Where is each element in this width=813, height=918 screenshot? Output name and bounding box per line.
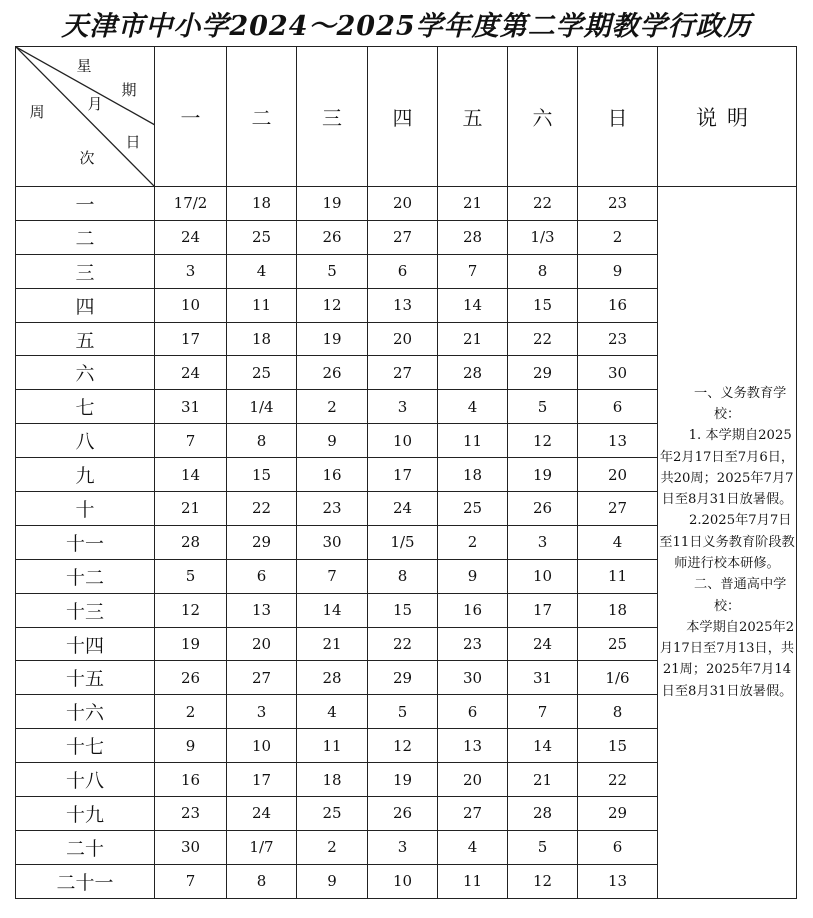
note-paragraph: 二、普通高中学校：: [694, 577, 787, 614]
date-cell: 2: [578, 220, 658, 254]
note-paragraph: 本学期自2025年2月17日至7月13日，共21周；2025年7月14日至8月31日放暑假。: [659, 619, 795, 699]
day-header-tue: 二: [227, 47, 297, 187]
notes-header: 说明: [658, 47, 797, 187]
date-cell: 12: [508, 424, 578, 458]
date-cell: 20: [578, 458, 658, 492]
date-cell: 30: [155, 830, 227, 864]
week-number-cell: 十六: [16, 695, 155, 729]
date-cell: 12: [155, 593, 227, 627]
date-cell: 9: [578, 254, 658, 288]
date-cell: 10: [155, 288, 227, 322]
date-cell: 8: [508, 254, 578, 288]
date-cell: 28: [508, 797, 578, 831]
date-cell: 9: [438, 559, 508, 593]
day-header-wed: 三: [297, 47, 368, 187]
week-number-cell: 十一: [16, 525, 155, 559]
date-cell: 25: [227, 220, 297, 254]
date-cell: 11: [297, 729, 368, 763]
date-cell: 19: [297, 322, 368, 356]
week-number-cell: 十二: [16, 559, 155, 593]
date-cell: 15: [508, 288, 578, 322]
corner-label-yue: 月: [87, 94, 103, 113]
date-cell: 6: [368, 254, 438, 288]
week-number-cell: 三: [16, 254, 155, 288]
date-cell: 12: [297, 288, 368, 322]
date-cell: 6: [578, 830, 658, 864]
date-cell: 5: [297, 254, 368, 288]
date-cell: 21: [297, 627, 368, 661]
date-cell: 1/5: [368, 525, 438, 559]
date-cell: 14: [155, 458, 227, 492]
date-cell: 9: [297, 864, 368, 898]
date-cell: 4: [438, 390, 508, 424]
week-number-cell: 二十一: [16, 864, 155, 898]
date-cell: 24: [227, 797, 297, 831]
date-cell: 4: [227, 254, 297, 288]
date-cell: 22: [508, 322, 578, 356]
week-number-cell: 八: [16, 424, 155, 458]
corner-label-xing: 星: [76, 56, 92, 75]
date-cell: 1/4: [227, 390, 297, 424]
date-cell: 2: [297, 390, 368, 424]
date-cell: 19: [368, 763, 438, 797]
date-cell: 4: [438, 830, 508, 864]
date-cell: 8: [227, 864, 297, 898]
date-cell: 21: [438, 322, 508, 356]
note-paragraph: 2.2025年7月7日至11日义务教育阶段教师进行校本研修。: [659, 513, 795, 571]
date-cell: 6: [578, 390, 658, 424]
date-cell: 18: [227, 187, 297, 221]
date-cell: 25: [227, 356, 297, 390]
date-cell: 21: [438, 187, 508, 221]
date-cell: 13: [578, 424, 658, 458]
week-number-cell: 十八: [16, 763, 155, 797]
date-cell: 27: [368, 220, 438, 254]
date-cell: 11: [578, 559, 658, 593]
date-cell: 6: [438, 695, 508, 729]
date-cell: 23: [438, 627, 508, 661]
date-cell: 3: [508, 525, 578, 559]
date-cell: 7: [155, 864, 227, 898]
date-cell: 3: [227, 695, 297, 729]
corner-label-zhou: 周: [29, 102, 45, 121]
date-cell: 9: [297, 424, 368, 458]
date-cell: 20: [438, 763, 508, 797]
date-cell: 26: [508, 492, 578, 526]
week-number-cell: 十四: [16, 627, 155, 661]
day-header-sat: 六: [508, 47, 578, 187]
day-header-thu: 四: [368, 47, 438, 187]
date-cell: 5: [508, 830, 578, 864]
week-number-cell: 九: [16, 458, 155, 492]
date-cell: 1/7: [227, 830, 297, 864]
date-cell: 23: [155, 797, 227, 831]
week-number-cell: 十五: [16, 661, 155, 695]
date-cell: 1/3: [508, 220, 578, 254]
date-cell: 18: [297, 763, 368, 797]
date-cell: 22: [227, 492, 297, 526]
date-cell: 12: [508, 864, 578, 898]
date-cell: 23: [578, 187, 658, 221]
date-cell: 30: [297, 525, 368, 559]
date-cell: 10: [368, 424, 438, 458]
date-cell: 22: [578, 763, 658, 797]
date-cell: 24: [155, 220, 227, 254]
date-cell: 16: [155, 763, 227, 797]
week-number-cell: 一: [16, 187, 155, 221]
date-cell: 17: [155, 322, 227, 356]
date-cell: 13: [227, 593, 297, 627]
week-number-cell: 四: [16, 288, 155, 322]
date-cell: 14: [508, 729, 578, 763]
date-cell: 17: [508, 593, 578, 627]
date-cell: 10: [508, 559, 578, 593]
date-cell: 20: [368, 187, 438, 221]
date-cell: 17: [368, 458, 438, 492]
date-cell: 21: [508, 763, 578, 797]
date-cell: 13: [368, 288, 438, 322]
date-cell: 9: [155, 729, 227, 763]
date-cell: 26: [368, 797, 438, 831]
date-cell: 21: [155, 492, 227, 526]
date-cell: 19: [508, 458, 578, 492]
date-cell: 4: [578, 525, 658, 559]
date-cell: 14: [438, 288, 508, 322]
date-cell: 25: [297, 797, 368, 831]
note-paragraph: 一、义务教育学校：: [694, 385, 787, 422]
date-cell: 4: [297, 695, 368, 729]
date-cell: 27: [438, 797, 508, 831]
date-cell: 5: [368, 695, 438, 729]
date-cell: 28: [438, 220, 508, 254]
date-cell: 11: [227, 288, 297, 322]
date-cell: 13: [578, 864, 658, 898]
date-cell: 26: [297, 356, 368, 390]
date-cell: 29: [227, 525, 297, 559]
date-cell: 18: [438, 458, 508, 492]
week-number-cell: 十三: [16, 593, 155, 627]
date-cell: 20: [368, 322, 438, 356]
date-cell: 7: [438, 254, 508, 288]
date-cell: 22: [368, 627, 438, 661]
date-cell: 10: [368, 864, 438, 898]
date-cell: 31: [508, 661, 578, 695]
date-cell: 24: [508, 627, 578, 661]
date-cell: 29: [578, 797, 658, 831]
date-cell: 7: [297, 559, 368, 593]
calendar-table: [15, 46, 797, 899]
corner-label-ci: 次: [79, 148, 95, 167]
week-number-cell: 十七: [16, 729, 155, 763]
date-cell: 5: [155, 559, 227, 593]
date-cell: 11: [438, 864, 508, 898]
date-cell: 28: [155, 525, 227, 559]
date-cell: 16: [578, 288, 658, 322]
date-cell: 27: [578, 492, 658, 526]
date-cell: 22: [508, 187, 578, 221]
date-cell: 29: [508, 356, 578, 390]
date-cell: 7: [155, 424, 227, 458]
date-cell: 3: [155, 254, 227, 288]
week-number-cell: 七: [16, 390, 155, 424]
date-cell: 27: [368, 356, 438, 390]
date-cell: 23: [297, 492, 368, 526]
date-cell: 24: [155, 356, 227, 390]
date-cell: 8: [578, 695, 658, 729]
corner-label-qi: 期: [121, 80, 137, 99]
corner-label-ri: 日: [125, 132, 141, 151]
date-cell: 20: [227, 627, 297, 661]
date-cell: 25: [438, 492, 508, 526]
week-number-cell: 五: [16, 322, 155, 356]
date-cell: 13: [438, 729, 508, 763]
date-cell: 18: [227, 322, 297, 356]
date-cell: 12: [368, 729, 438, 763]
date-cell: 31: [155, 390, 227, 424]
date-cell: 2: [155, 695, 227, 729]
date-cell: 15: [578, 729, 658, 763]
day-header-mon: 一: [155, 47, 227, 187]
date-cell: 25: [578, 627, 658, 661]
week-number-cell: 十: [16, 492, 155, 526]
header-row: [16, 47, 797, 187]
date-cell: 17/2: [155, 187, 227, 221]
date-cell: 30: [578, 356, 658, 390]
date-cell: 27: [227, 661, 297, 695]
week-row: [16, 187, 797, 221]
date-cell: 8: [368, 559, 438, 593]
date-cell: 15: [368, 593, 438, 627]
date-cell: 26: [155, 661, 227, 695]
date-cell: 19: [297, 187, 368, 221]
note-paragraph: 1. 本学期自2025年2月17日至7月6日，共20周；2025年7月7日至8月31日放暑假。: [659, 428, 795, 508]
date-cell: 3: [368, 830, 438, 864]
date-cell: 3: [368, 390, 438, 424]
day-header-fri: 五: [438, 47, 508, 187]
date-cell: 2: [297, 830, 368, 864]
date-cell: 23: [578, 322, 658, 356]
date-cell: 30: [438, 661, 508, 695]
date-cell: 2: [438, 525, 508, 559]
date-cell: 17: [227, 763, 297, 797]
date-cell: 11: [438, 424, 508, 458]
date-cell: 24: [368, 492, 438, 526]
date-cell: 18: [578, 593, 658, 627]
date-cell: 5: [508, 390, 578, 424]
date-cell: 28: [438, 356, 508, 390]
date-cell: 15: [227, 458, 297, 492]
date-cell: 29: [368, 661, 438, 695]
date-cell: 7: [508, 695, 578, 729]
date-cell: 1/6: [578, 661, 658, 695]
date-cell: 8: [227, 424, 297, 458]
week-number-cell: 十九: [16, 797, 155, 831]
week-number-cell: 二: [16, 220, 155, 254]
date-cell: 26: [297, 220, 368, 254]
page-title: 天津市中小学2024～2025学年度第二学期教学行政历: [61, 11, 752, 42]
date-cell: 16: [438, 593, 508, 627]
day-header-sun: 日: [578, 47, 658, 187]
date-cell: 28: [297, 661, 368, 695]
date-cell: 6: [227, 559, 297, 593]
date-cell: 10: [227, 729, 297, 763]
date-cell: 16: [297, 458, 368, 492]
notes-cell: [658, 187, 797, 899]
date-cell: 14: [297, 593, 368, 627]
date-cell: 19: [155, 627, 227, 661]
week-number-cell: 六: [16, 356, 155, 390]
week-number-cell: 二十: [16, 830, 155, 864]
corner-header-cell: [16, 47, 155, 187]
